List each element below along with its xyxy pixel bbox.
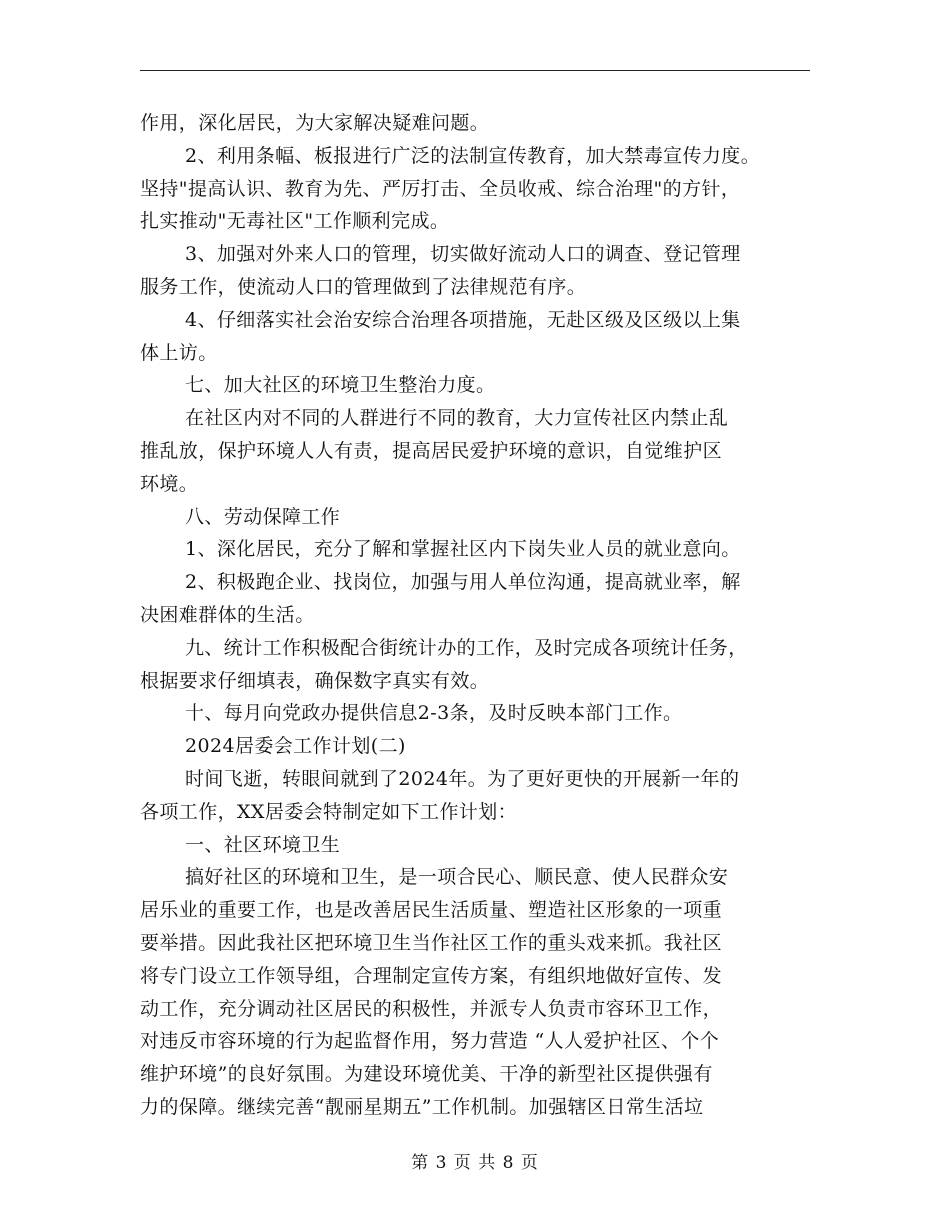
text-line: 居乐业的重要工作，也是改善居民生活质量、塑造社区形象的一项重 [140,899,723,922]
text-line: 环境。 [140,472,199,495]
text-line: 扎实推动"无毒社区"工作顺利完成。 [140,210,450,233]
text-line: 七、加大社区的环境卫生整治力度。 [185,374,496,397]
text-line: 将专门设立工作领导组，合理制定宣传方案，有组织地做好宣传、发 [140,964,723,987]
text-line: 2024居委会工作计划(二) [185,735,406,758]
page-number: 第 3 页 共 8 页 [411,1153,539,1173]
text-line: 2、积极跑企业、找岗位，加强与用人单位沟通，提高就业率，解 [185,571,741,594]
text-line: 九、统计工作积极配合街统计办的工作，及时完成各项统计任务， [185,636,748,659]
text-line: 动工作，充分调动社区居民的积极性，并派专人负责市容环卫工作， [140,997,723,1020]
text-line: 一、社区环境卫生 [185,833,341,856]
text-line: 八、劳动保障工作 [185,505,341,528]
text-line: 坚持"提高认识、教育为先、严厉打击、全员收戒、综合治理"的方针， [140,177,741,200]
text-line: 3、加强对外来人口的管理，切实做好流动人口的调查、登记管理 [185,243,741,266]
text-line: 对违反市容环境的行为起监督作用，努力营造 “人人爱护社区、个个 [140,1030,720,1053]
text-line: 2、利用条幅、板报进行广泛的法制宣传教育，加大禁毒宣传力度。 [185,144,761,167]
text-line: 要举措。因此我社区把环境卫生当作社区工作的重头戏来抓。我社区 [140,931,723,954]
page-footer [0,1148,950,1173]
text-line: 决困难群体的生活。 [140,603,315,626]
text-line: 作用，深化居民，为大家解决疑难问题。 [140,112,490,134]
document-body [140,107,820,1124]
header-rule [140,70,810,71]
text-line: 十、每月向党政办提供信息2-3条，及时反映本部门工作。 [185,702,683,725]
text-line: 搞好社区的环境和卫生，是一项合民心、顺民意、使人民群众安 [185,866,729,889]
text-line: 各项工作，XX居委会特制定如下工作计划： [140,800,518,823]
text-line: 在社区内对不同的人群进行不同的教育，大力宣传社区内禁止乱 [185,407,729,430]
text-line: 力的保障。继续完善“靓丽星期五”工作机制。加强辖区日常生活垃 [140,1095,704,1118]
text-line: 根据要求仔细填表，确保数字真实有效。 [140,669,490,692]
text-line: 时间飞逝，转眼间就到了2024年。为了更好更快的开展新一年的 [185,767,740,790]
text-line: 推乱放，保护环境人人有责，提高居民爱护环境的意识，自觉维护区 [140,439,723,462]
text-line: 1、深化居民，充分了解和掌握社区内下岗失业人员的就业意向。 [185,538,741,561]
text-line: 体上访。 [140,341,218,364]
text-line: 服务工作，使流动人口的管理做到了法律规范有序。 [140,275,587,298]
text-line: 4、仔细落实社会治安综合治理各项措施，无赴区级及区级以上集 [185,308,741,331]
text-line: 维护环境”的良好氛围。为建设环境优美、干净的新型社区提供强有 [140,1063,713,1086]
